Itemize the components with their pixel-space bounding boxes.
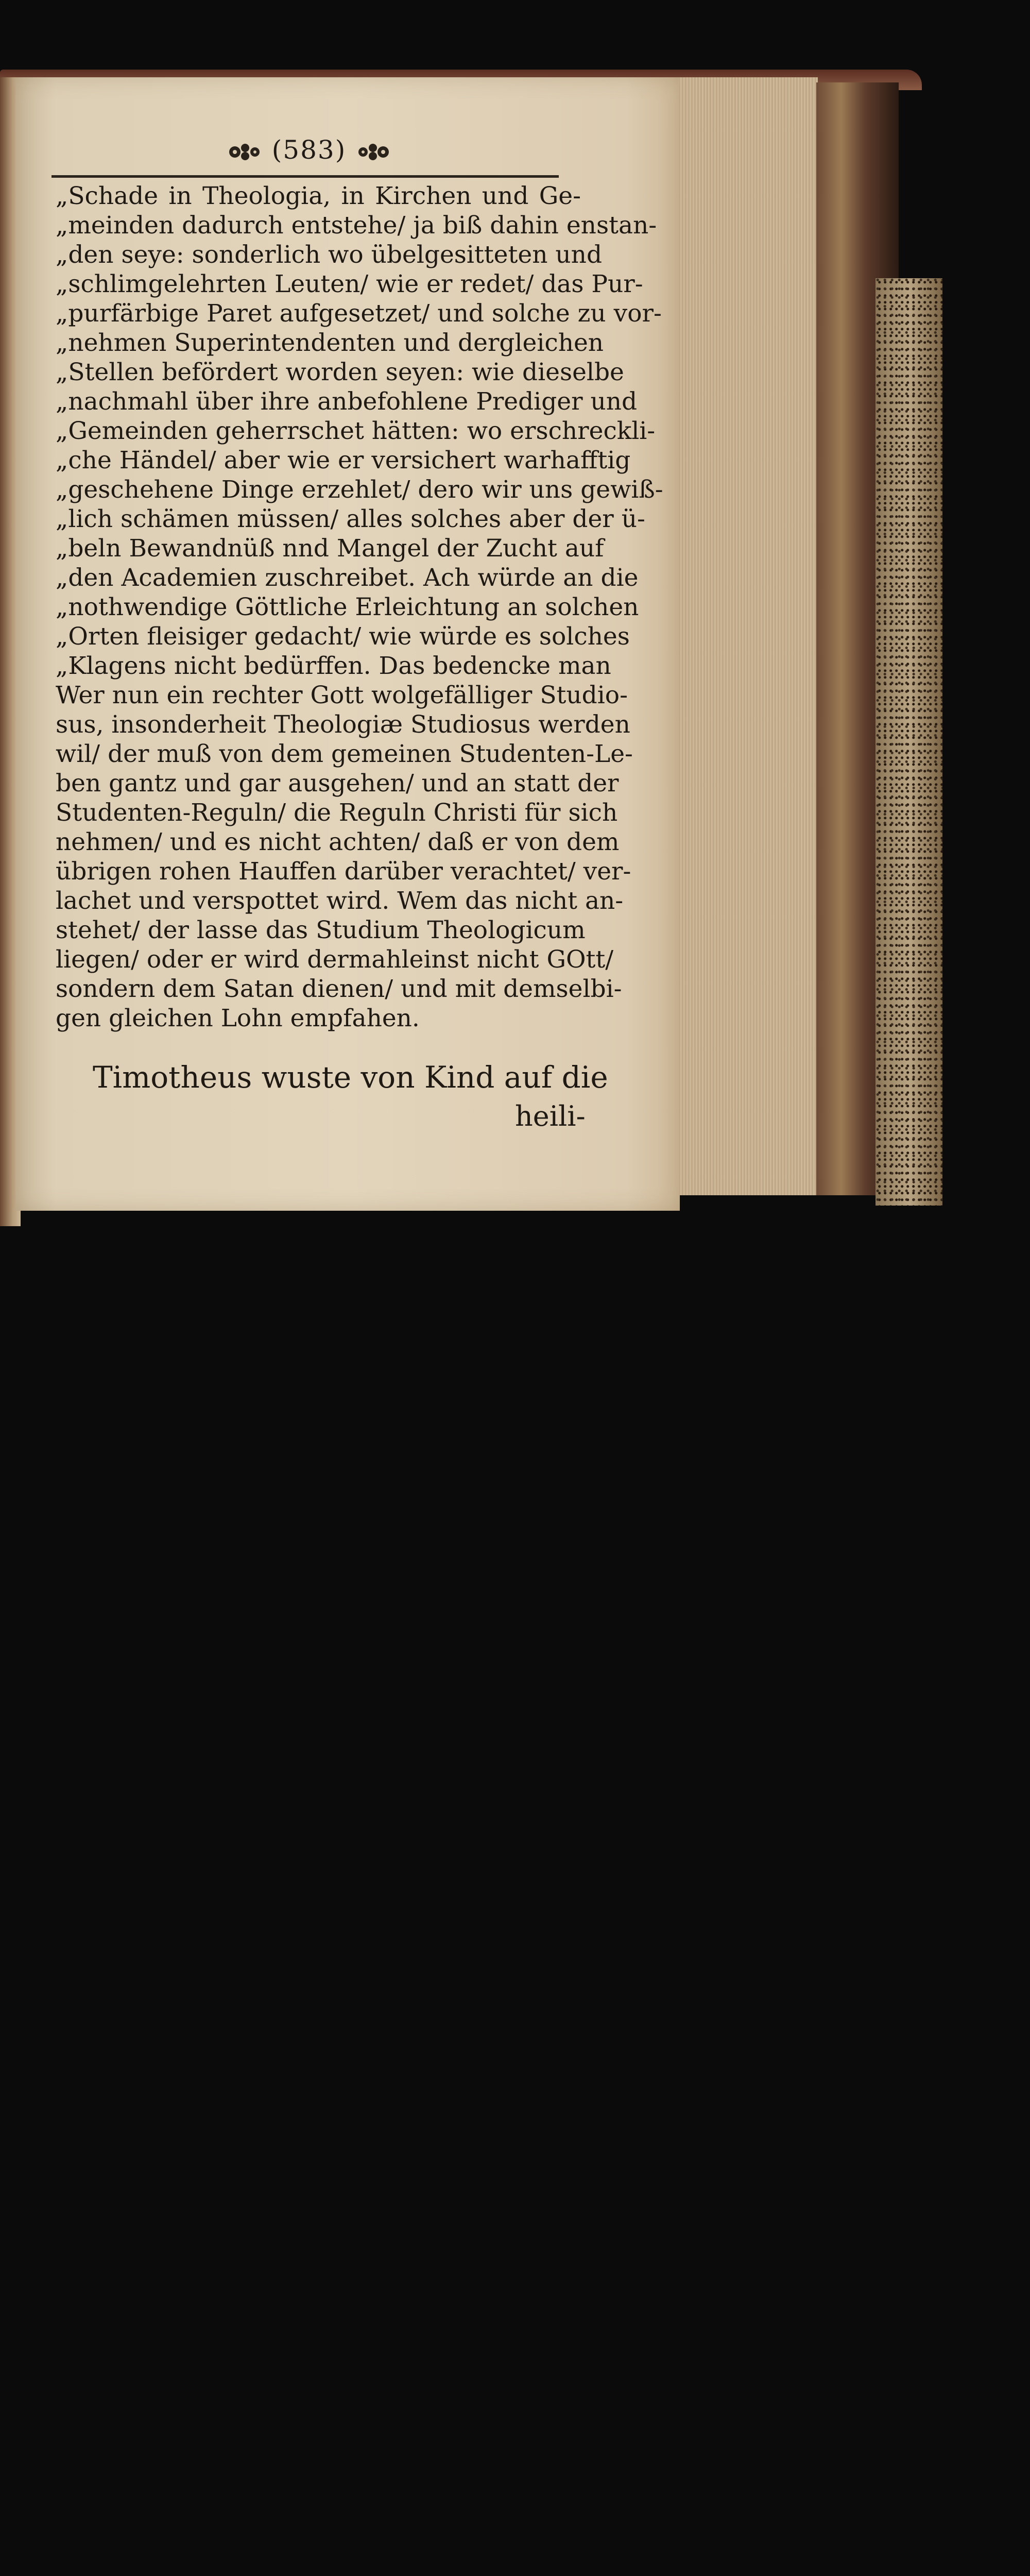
- page-number: (583): [271, 135, 347, 165]
- text-line: „che Händel/ aber wie er versichert warhafftig: [56, 446, 631, 474]
- text-line: lachet und verspottet wird. Wem das nicht an-: [56, 887, 624, 915]
- printer-ornament-left-icon: [227, 141, 263, 163]
- text-line: „Orten fleisiger gedacht/ wie würde es solches: [56, 622, 630, 651]
- text-line: „geschehene Dinge erzehlet/ dero wir uns gewiß-: [56, 476, 663, 504]
- text-line: „schlimgelehrten Leuten/ wie er redet/ das Pur-: [56, 270, 643, 298]
- text-line: „Gemeinden geherrschet hätten: wo erschreckli-: [56, 417, 656, 445]
- text-line: „beln Bewandnüß nnd Mangel der Zucht auf: [56, 534, 604, 563]
- text-line: wil/ der muß von dem gemeinen Studenten-Le-: [56, 740, 633, 768]
- text-line: gen gleichen Lohn empfahen.: [56, 1004, 420, 1032]
- text-line: „Stellen befördert worden seyen: wie dieselbe: [56, 358, 624, 386]
- page-header: [206, 135, 412, 165]
- text-line: „den seye: sonderlich wo übelgesitteten und: [56, 241, 603, 269]
- header-rule: [52, 175, 559, 178]
- text-line: „den Academien zuschreibet. Ach würde an die: [56, 564, 639, 592]
- text-line: „purfärbige Paret aufgesetzet/ und solche zu vor-: [56, 299, 662, 328]
- text-line: sondern dem Satan dienen/ und mit demselbi-: [56, 975, 622, 1003]
- catchword: heili-: [515, 1100, 586, 1132]
- footer-bar: [0, 1309, 1030, 1336]
- printer-ornament-right-icon: [355, 141, 391, 163]
- text-line: „Schade in Theologia, in Kirchen und Ge-: [56, 182, 581, 210]
- text-line: „lich schämen müssen/ alles solches aber der ü-: [56, 505, 645, 533]
- text-line: liegen/ oder er wird dermahleinst nicht GOtt/: [56, 945, 614, 974]
- text-line: Wer nun ein rechter Gott wolgefälliger Studio-: [56, 681, 628, 709]
- text-line: „meinden dadurch entstehe/ ja biß dahin enstan-: [56, 211, 657, 240]
- section-heading: Timotheus wuste von Kind auf die: [93, 1060, 608, 1095]
- text-line: ben gantz und gar ausgehen/ und an statt der: [56, 769, 619, 798]
- page-block-edge: [679, 77, 818, 1195]
- body-text: [56, 181, 663, 1033]
- text-line: „Klagens nicht bedürffen. Das bedencke man: [56, 652, 611, 680]
- text-line: sus, insonderheit Theologiæ Studiosus werden: [56, 710, 630, 739]
- text-line: „nachmahl über ihre anbefohlene Prediger und: [56, 387, 638, 416]
- text-line: Studenten-Reguln/ die Reguln Christi für sich: [56, 799, 618, 827]
- text-line: nehmen/ und es nicht achten/ daß er von dem: [56, 828, 620, 856]
- text-line: „nothwendige Göttliche Erleichtung an solchen: [56, 593, 639, 621]
- marbled-endpaper: [876, 278, 942, 1206]
- text-line: „nehmen Superintendenten und dergleichen: [56, 329, 604, 357]
- text-line: stehet/ der lasse das Studium Theologicum: [56, 916, 586, 944]
- text-line: übrigen rohen Hauffen darüber verachtet/ ver-: [56, 857, 631, 886]
